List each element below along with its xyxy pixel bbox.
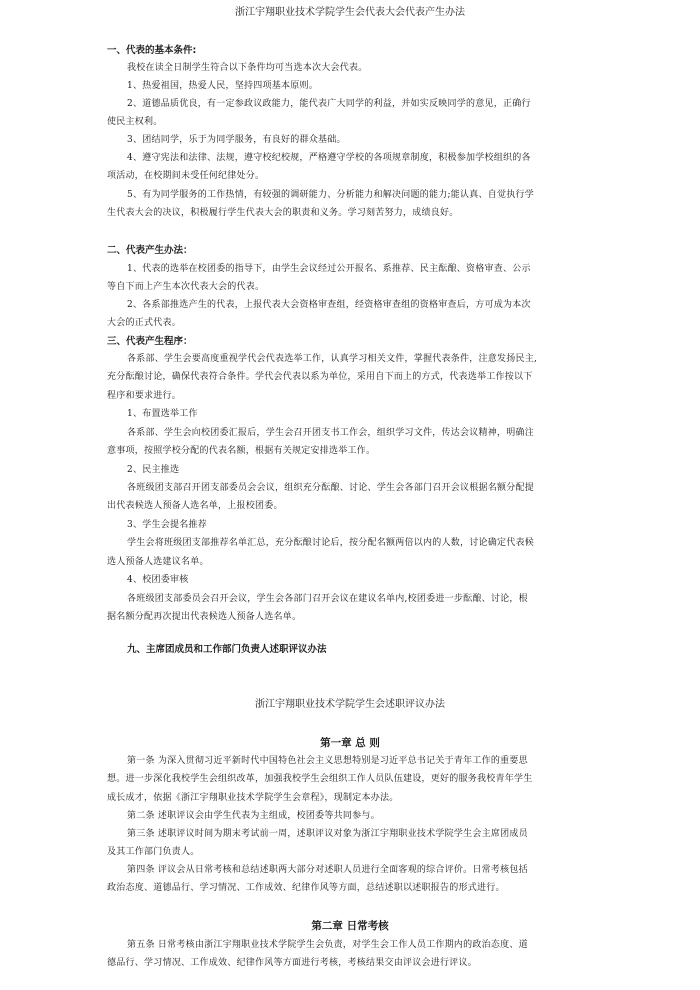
article-line: 想。进一步深化我校学生会组织改革，加强我校学生会组织工作人员队伍建设，更好的服务我校青年学生 [107,774,533,784]
article-line: 及其工作部门负责人。 [107,847,200,857]
paragraph-line: 充分酝酿讨论，确保代表符合条件。学代会代表以系为单位，采用自下而上的方式，代表选举工作按以下 [107,372,533,382]
article-line: 第三条 述职评议时间为期末考试前一周，述职评议对象为浙江宇翔职业技术学院学生会主席团成员 [127,829,528,839]
paragraph-line: 大会的正式代表。 [107,318,182,328]
chapter-title-general-provisions: 第一章 总 则 [320,737,380,749]
article-line: 第五条 日常考核由浙江宇翔职业技术学院学生会负责，对学生会工作人员工作期内的政治态度、道 [127,940,528,950]
document-title-2: 浙江宇翔职业技术学院学生会述职评议办法 [255,699,445,710]
section-heading-election-procedure: 三、代表产生程序： [107,336,193,347]
paragraph-line: 我校在读全日制学生符合以下条件均可当选本次大会代表。 [127,63,368,73]
section-heading-election-method: 二、代表产生办法： [107,245,193,256]
section-heading-review-method: 九、主席团成员和工作部门负责人述职评议办法 [127,644,327,655]
chapter-title-daily-assessment: 第二章 日常考核 [311,920,389,932]
article-line: 第二条 述职评议会由学生代表为主组成，校团委等共同参与。 [127,811,380,821]
paragraph-line: 学生会将班级团支部推荐名单汇总，充分酝酿讨论后，按分配名额两倍以内的人数，讨论确定代表候 [127,538,535,548]
paragraph-line: 3、团结同学，乐于为同学服务，有良好的群众基础。 [127,135,346,145]
paragraph-line: 据名额分配再次提出代表候选人预备人选名单。 [107,612,302,622]
article-line: 政治态度、道德品行、学习情况、工作成效、纪律作风等方面，总结述职以述职报告的形式进行。 [107,883,505,893]
paragraph-line: 各系部、学生会向校团委汇报后，学生会召开团支书工作会，组织学习文件，传达会议精神，明确注 [127,428,535,438]
paragraph-line: 等自下而上产生本次代表大会的代表。 [107,282,265,292]
paragraph-line: 2、民主推选 [127,465,180,475]
paragraph-line: 4、遵守宪法和法律、法规，遵守校纪校规，严格遵守学校的各项规章制度，积极参加学校组织的各 [127,153,531,163]
article-line: 第一条 为深入贯彻习近平新时代中国特色社会主义思想特别是习近平总书记关于青年工作的重要思 [127,756,528,766]
paragraph-line: 1、热爱祖国，热爱人民，坚持四项基本原则。 [127,81,318,91]
paragraph-line: 出代表候选人预备人选名单，上报校团委。 [107,501,283,511]
paragraph-line: 使民主权利。 [107,117,163,127]
paragraph-line: 1、代表的选举在校团委的指导下，由学生会议经过公开报名、系推荐、民主酝酿、资格审查、公示 [127,264,531,274]
paragraph-line: 2、各系部推选产生的代表，上报代表大会资格审查组，经资格审查组的资格审查后，方可成为本次 [127,300,531,310]
paragraph-line: 选人预备人选建议名单。 [107,557,209,567]
paragraph-line: 3、学生会提名推荐 [127,520,207,530]
document-title: 浙江宇翔职业技术学院学生会代表大会代表产生办法 [235,7,465,18]
paragraph-line: 4、校团委审核 [127,575,189,585]
paragraph-line: 生代表大会的决议，积极履行学生代表大会的职责和义务。学习刻苦努力，成绩良好。 [107,208,459,218]
paragraph-line: 项活动，在校期间未受任何纪律处分。 [107,171,265,181]
article-line: 德品行、学习情况、工作成效、纪律作风等方面进行考核，考核结果交由评议会进行评议。 [107,958,478,968]
section-heading-basic-conditions: 一、代表的基本条件: [107,45,197,56]
article-line: 成长成才，依据《浙江宇翔职业技术学院学生会章程》，现制定本办法。 [107,793,399,803]
paragraph-line: 5、有为同学服务的工作热情，有较强的调研能力、分析能力和解决问题的能力;能认真、自觉执行学 [127,190,535,200]
paragraph-line: 程序和要求进行。 [107,391,182,401]
paragraph-line: 2、道德品质优良，有一定参政议政能力，能代表广大同学的利益，并如实反映同学的意见，正确行 [127,99,531,109]
paragraph-line: 各系部、学生会要高度重视学代会代表选举工作，认真学习相关文件，掌握代表条件，注意发扬民主, [127,354,538,364]
article-line: 第四条 评议会从日常考核和总结述职两大部分对述职人员进行全面客观的综合评价。日常考核包括 [127,865,528,875]
paragraph-line: 各班级团支部召开团支部委员会会议，组织充分酝酿、讨论、学生会各部门召开会议根据名额分配提 [127,483,535,493]
paragraph-line: 1、布置选举工作 [127,409,198,419]
paragraph-line: 意事项，按照学校分配的代表名额，根据有关规定安排选举工作。 [107,446,376,456]
paragraph-line: 各班级团支部委员会召开会议，学生会各部门召开会议在建议名单内,校团委进一步酝酿、讨论，根 [127,594,528,604]
